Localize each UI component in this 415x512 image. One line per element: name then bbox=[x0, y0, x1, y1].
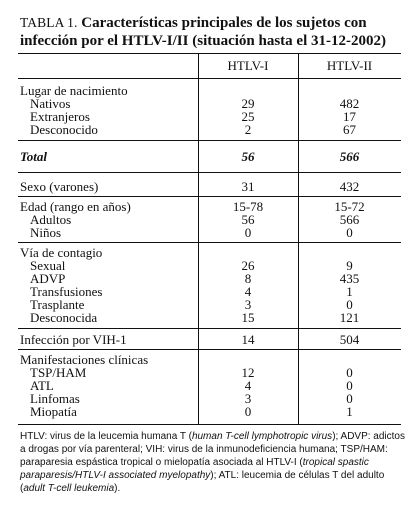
table-row bbox=[18, 246, 401, 259]
row-label: Adultos bbox=[30, 212, 72, 227]
table-footnote bbox=[20, 430, 410, 495]
cell-htlv-i: 4 bbox=[244, 284, 252, 299]
cell-htlv-i: 26 bbox=[241, 258, 255, 273]
table-row bbox=[18, 213, 401, 226]
bottom-rule bbox=[18, 424, 401, 425]
row-separator bbox=[18, 140, 401, 141]
cell-htlv-i: 31 bbox=[241, 179, 255, 194]
table-row bbox=[18, 366, 401, 379]
row-label: Extranjeros bbox=[30, 109, 90, 124]
cell-htlv-ii: 1 bbox=[346, 284, 353, 299]
row-separator bbox=[18, 328, 401, 329]
row-label: Lugar de nacimiento bbox=[20, 83, 128, 98]
cell-htlv-ii: 121 bbox=[339, 310, 360, 325]
row-label: Miopatía bbox=[30, 404, 77, 419]
cell-htlv-i: 15-78 bbox=[232, 199, 264, 214]
table-row bbox=[18, 180, 401, 193]
table-row bbox=[18, 405, 401, 418]
row-separator bbox=[18, 242, 401, 243]
row-label: Transfusiones bbox=[30, 284, 103, 299]
row-label: Infección por VIH-1 bbox=[20, 332, 127, 347]
table-title: Características principales de los sujetos con infección por el HTLV-I/II (situación hasta el 31-12-2002) bbox=[20, 15, 386, 49]
table-row bbox=[18, 333, 401, 346]
cell-htlv-ii: 566 bbox=[339, 149, 360, 164]
cell-htlv-i: 56 bbox=[241, 149, 255, 164]
row-label: ATL bbox=[30, 378, 54, 393]
row-label: Sexual bbox=[30, 258, 66, 273]
cell-htlv-ii: 432 bbox=[339, 179, 360, 194]
cell-htlv-ii: 482 bbox=[339, 96, 360, 111]
cell-htlv-ii: 435 bbox=[339, 271, 360, 286]
row-label: Vía de contagio bbox=[20, 245, 103, 260]
cell-htlv-i: 15 bbox=[241, 310, 255, 325]
top-rule bbox=[18, 53, 401, 54]
row-label: Edad (rango en años) bbox=[20, 199, 131, 214]
cell-htlv-i: 0 bbox=[244, 225, 252, 240]
cell-htlv-ii: 17 bbox=[343, 109, 356, 124]
cell-htlv-i: 29 bbox=[241, 96, 255, 111]
cell-htlv-ii: 0 bbox=[346, 391, 353, 406]
table-row bbox=[18, 123, 401, 136]
cell-htlv-i: 3 bbox=[244, 391, 252, 406]
row-label: Trasplante bbox=[30, 297, 85, 312]
table-row bbox=[18, 226, 401, 239]
cell-htlv-ii: 0 bbox=[346, 378, 353, 393]
row-label: Sexo (varones) bbox=[20, 179, 99, 194]
row-label: TSP/HAM bbox=[30, 365, 87, 380]
cell-htlv-ii: 504 bbox=[339, 332, 360, 347]
row-label: Manifestaciones clínicas bbox=[20, 352, 149, 367]
cell-htlv-i: 4 bbox=[244, 378, 252, 393]
cell-htlv-i: 0 bbox=[244, 404, 252, 419]
row-separator bbox=[18, 196, 401, 197]
row-label: Desconocida bbox=[30, 310, 98, 325]
row-label: Desconocido bbox=[30, 122, 98, 137]
cell-htlv-ii: 67 bbox=[343, 122, 356, 137]
row-label: ADVP bbox=[30, 271, 66, 286]
column-header-htlv-ii: HTLV-II bbox=[326, 58, 373, 73]
cell-htlv-i: 2 bbox=[244, 122, 252, 137]
cell-htlv-ii: 15-72 bbox=[334, 199, 365, 214]
cell-htlv-ii: 1 bbox=[346, 404, 353, 419]
table-caption bbox=[20, 14, 410, 50]
cell-htlv-i: 8 bbox=[244, 271, 252, 286]
cell-htlv-ii: 9 bbox=[346, 258, 353, 273]
cell-htlv-i: 3 bbox=[244, 297, 252, 312]
row-label: Total bbox=[20, 149, 47, 164]
cell-htlv-ii: 0 bbox=[346, 225, 353, 240]
cell-htlv-ii: 0 bbox=[346, 365, 353, 380]
cell-htlv-i: 14 bbox=[241, 332, 255, 347]
row-separator bbox=[18, 349, 401, 350]
table-number: TABLA 1. bbox=[20, 15, 78, 30]
footnote-term: tropical spastic paraparesis/HTLV-I associated myelopathy bbox=[20, 457, 369, 481]
footnote-term: human T-cell lymphotropic virus bbox=[191, 431, 333, 442]
cell-htlv-i: 56 bbox=[241, 212, 255, 227]
footnote-text: ); ADVP: adictos a drogas por vía parenteral; VIH: virus de la inmunodeficiencia humana; TSP/HAM: paraparesia espástica tropical o mielopatía asociada al HTLV-I ( bbox=[20, 431, 405, 468]
cell-htlv-i: 25 bbox=[241, 109, 255, 124]
cell-htlv-ii: 566 bbox=[339, 212, 360, 227]
column-header-htlv-i: HTLV-I bbox=[227, 58, 269, 73]
row-label: Niños bbox=[30, 225, 62, 240]
footnote-term: adult T-cell leukemia bbox=[23, 483, 115, 494]
table-row bbox=[18, 311, 401, 324]
total-row bbox=[18, 150, 401, 163]
cell-htlv-i: 12 bbox=[241, 365, 255, 380]
footnote-text: ); ATL: leucemia de células T del adulto ( bbox=[20, 470, 385, 494]
footnote-text: ). bbox=[114, 483, 121, 494]
footnote-text: HTLV: virus de la leucemia humana T ( bbox=[20, 431, 192, 442]
header-rule bbox=[18, 78, 401, 79]
row-label: Linfomas bbox=[30, 391, 80, 406]
row-separator bbox=[18, 172, 401, 173]
row-label: Nativos bbox=[30, 96, 71, 111]
cell-htlv-ii: 0 bbox=[346, 297, 353, 312]
